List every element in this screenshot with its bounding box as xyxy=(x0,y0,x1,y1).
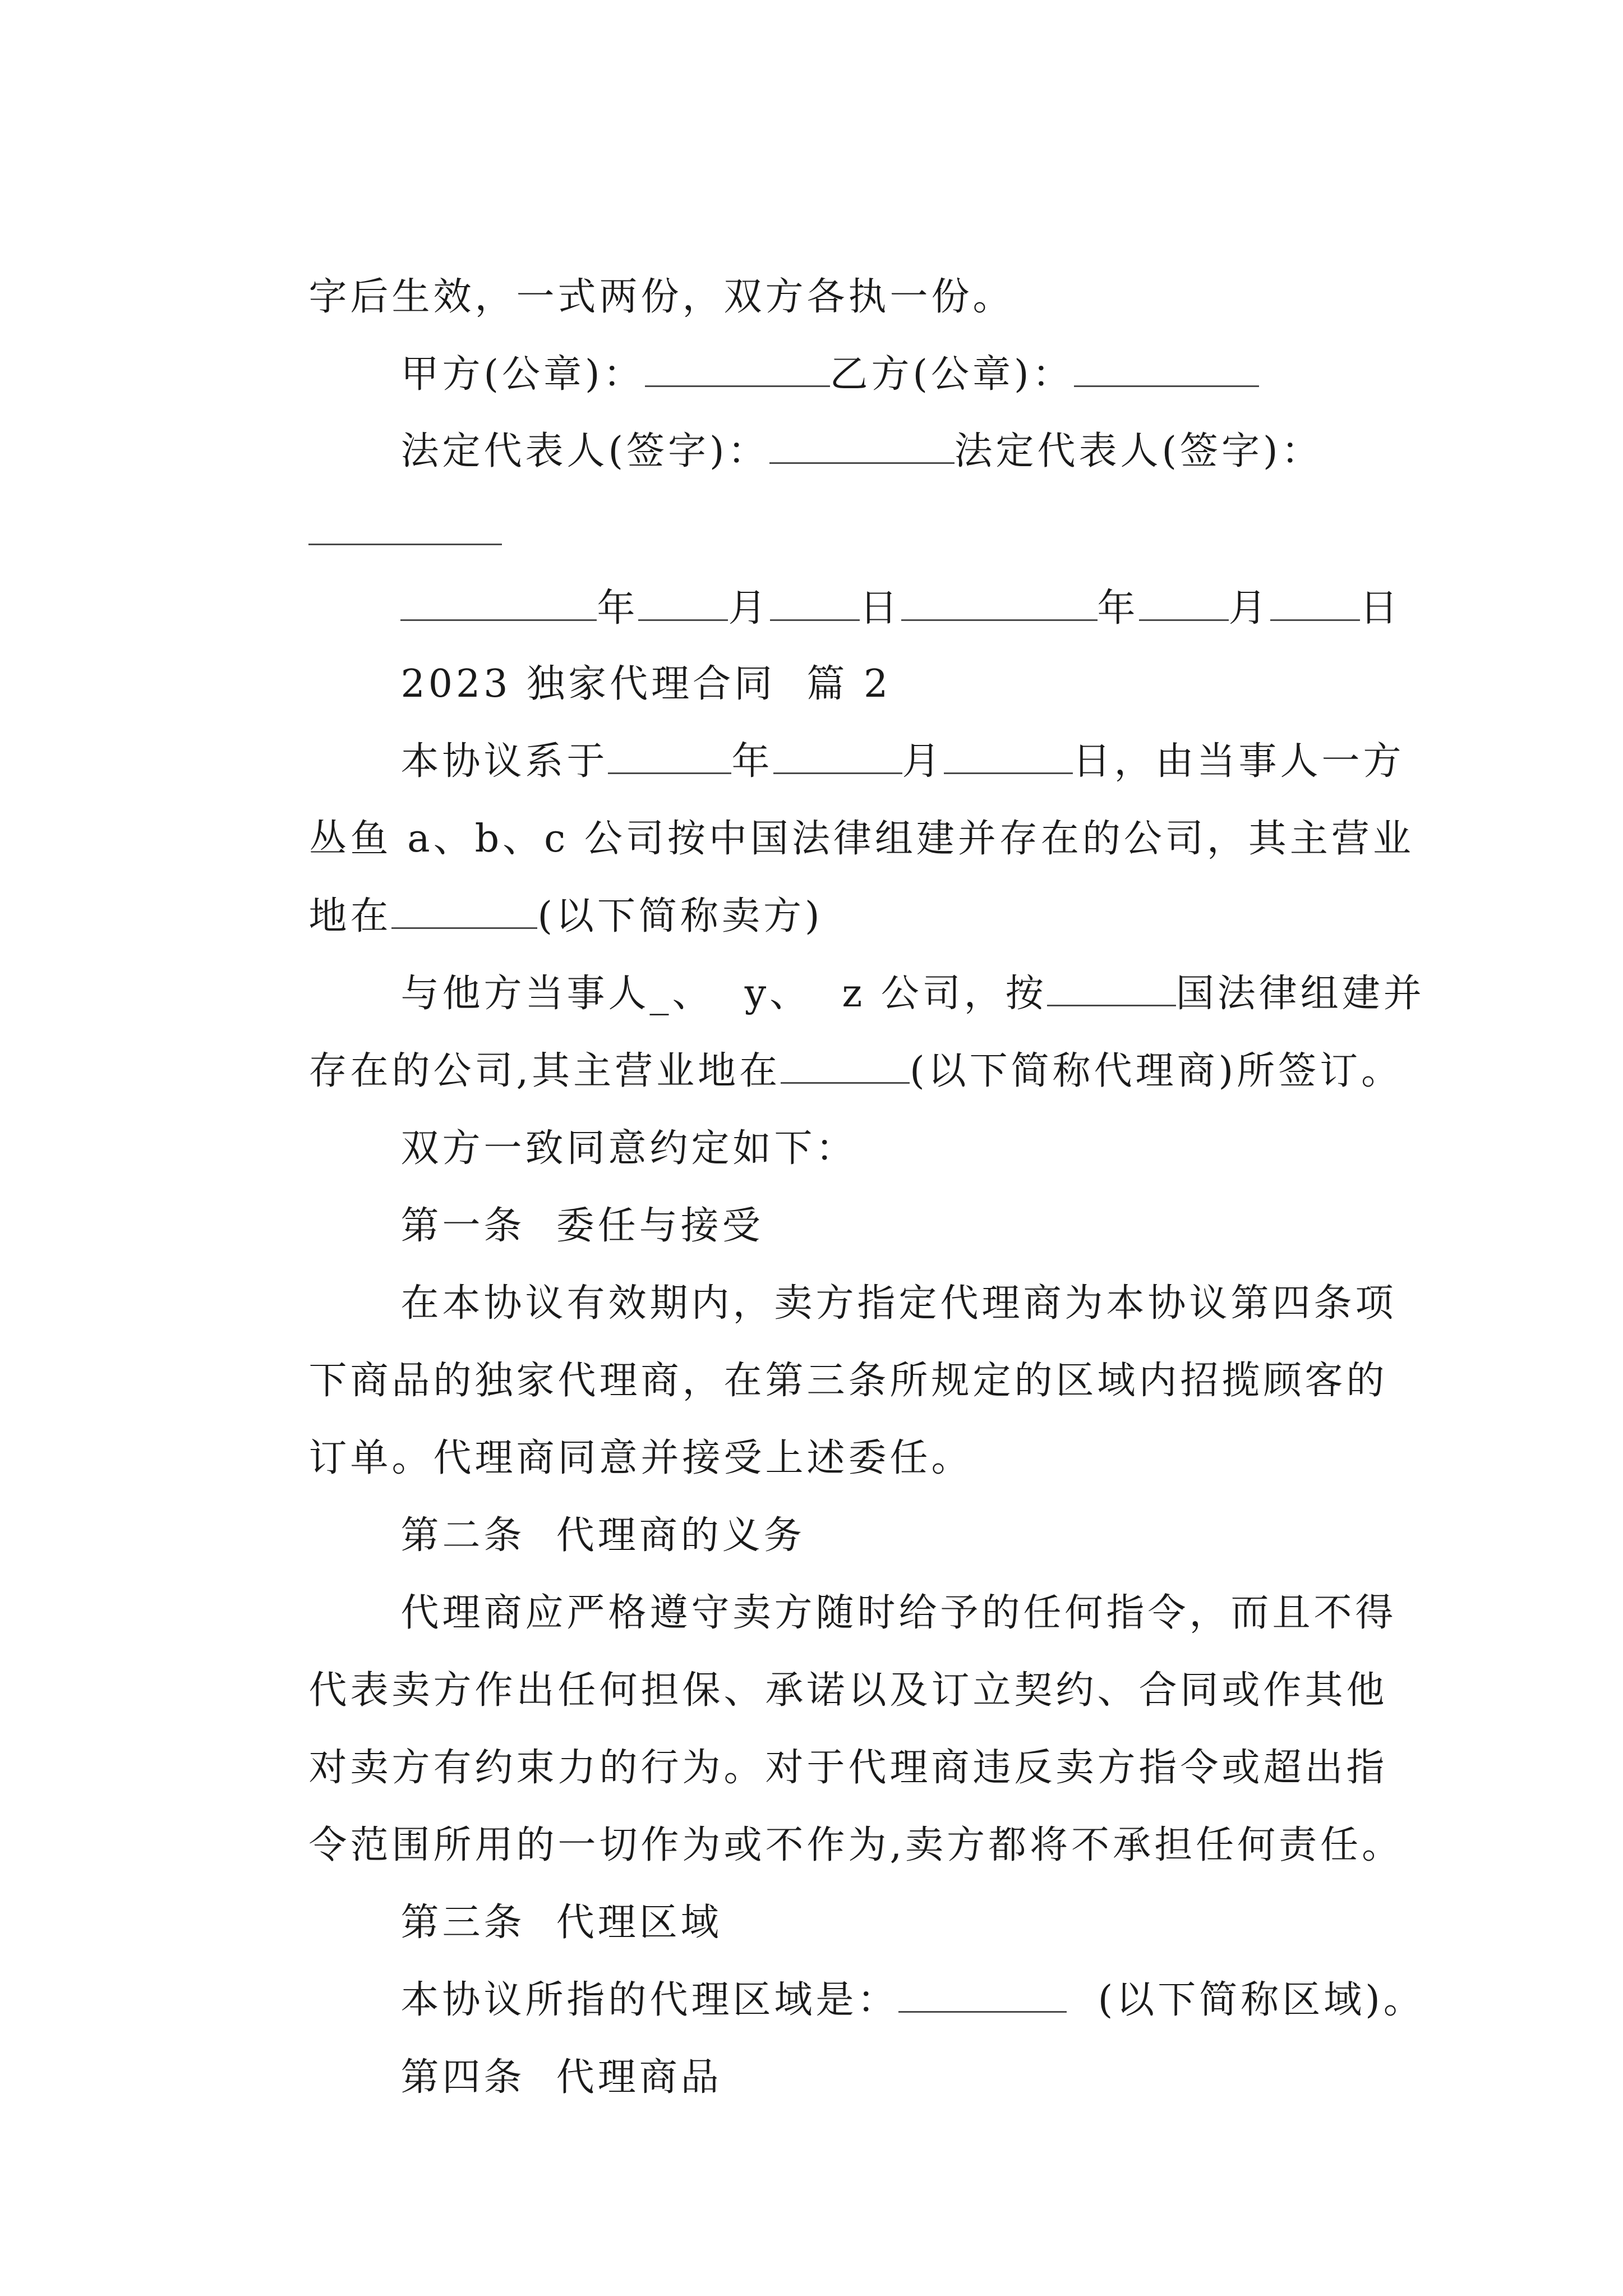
line-text: 本协议系于 xyxy=(400,739,608,784)
line-text: 令范围所用的一切作为或不作为,卖方都将不承担任何责任。 xyxy=(308,1823,1404,1867)
month-label: 月 xyxy=(902,739,944,784)
party-a-rep-blank xyxy=(769,427,955,464)
line-text: 双方一致同意约定如下： xyxy=(400,1126,857,1171)
line-text: 下商品的独家代理商，在第三条所规定的区域内招揽顾客的 xyxy=(308,1359,1388,1403)
line-text: 订单。代理商同意并接受上述委任。 xyxy=(308,1436,973,1480)
article-title: 第四条 代理商品 xyxy=(400,2055,722,2100)
month-label: 月 xyxy=(1228,586,1270,631)
line-text: 字后生效，一式两份，双方各执一份。 xyxy=(308,275,1015,319)
line-text: 丛鱼 a、b、c 公司按中国法律组建并存在的公司，其主营业 xyxy=(308,817,1414,861)
line-text: 本协议所指的代理区域是： xyxy=(400,1978,899,2022)
region-blank xyxy=(898,1976,1067,2013)
party-b-seal-label: 乙方(公章)： xyxy=(829,352,1074,397)
year-label: 年 xyxy=(597,586,639,631)
article-title: 第一条 委任与接受 xyxy=(400,1204,764,1248)
party-b-rep-label: 法定代表人(签字)： xyxy=(954,429,1323,473)
heading-text: 2023 独家代理合同 篇 2 xyxy=(400,662,892,706)
date-blank xyxy=(901,585,1098,621)
month-label: 月 xyxy=(728,586,770,631)
line-text: 存在的公司,其主营业地在 xyxy=(308,1049,781,1093)
line-text: 对卖方有约束力的行为。对于代理商违反卖方指令或超出指 xyxy=(308,1746,1388,1790)
line-text: 与他方当事人_、 y、 z 公司，按 xyxy=(400,972,1047,1016)
article-title: 第三条 代理区域 xyxy=(400,1901,722,1945)
day-label: 日 xyxy=(859,586,901,631)
day-label: 日 xyxy=(1359,586,1401,631)
article-title: 第二条 代理商的义务 xyxy=(400,1513,805,1558)
year-label: 年 xyxy=(1097,586,1139,631)
line-text: 代表卖方作出任何担保、承诺以及订立契约、合同或作其他 xyxy=(308,1668,1388,1713)
article-heading xyxy=(339,1994,722,2162)
year-label: 年 xyxy=(731,739,773,784)
line-text: (以下简称代理商)所签订。 xyxy=(910,1049,1403,1093)
party-a-rep-label: 法定代表人(签字)： xyxy=(400,429,769,473)
date-blank xyxy=(1270,585,1360,621)
date-blank xyxy=(1139,585,1229,621)
line-text: 地在 xyxy=(308,894,392,938)
party-a-seal-label: 甲方(公章)： xyxy=(400,352,645,397)
line-text: (以下简称区域)。 xyxy=(1067,1978,1425,2022)
line-text: 国法律组建并 xyxy=(1175,972,1425,1016)
line-text: 代理商应严格遵守卖方随时给予的任何指令，而且不得 xyxy=(400,1591,1397,1635)
line-text: 在本协议有效期内，卖方指定代理商为本协议第四条项 xyxy=(400,1281,1397,1326)
line-text: (以下简称卖方) xyxy=(537,894,823,938)
line-text: 日，由当事人一方 xyxy=(1072,739,1405,784)
